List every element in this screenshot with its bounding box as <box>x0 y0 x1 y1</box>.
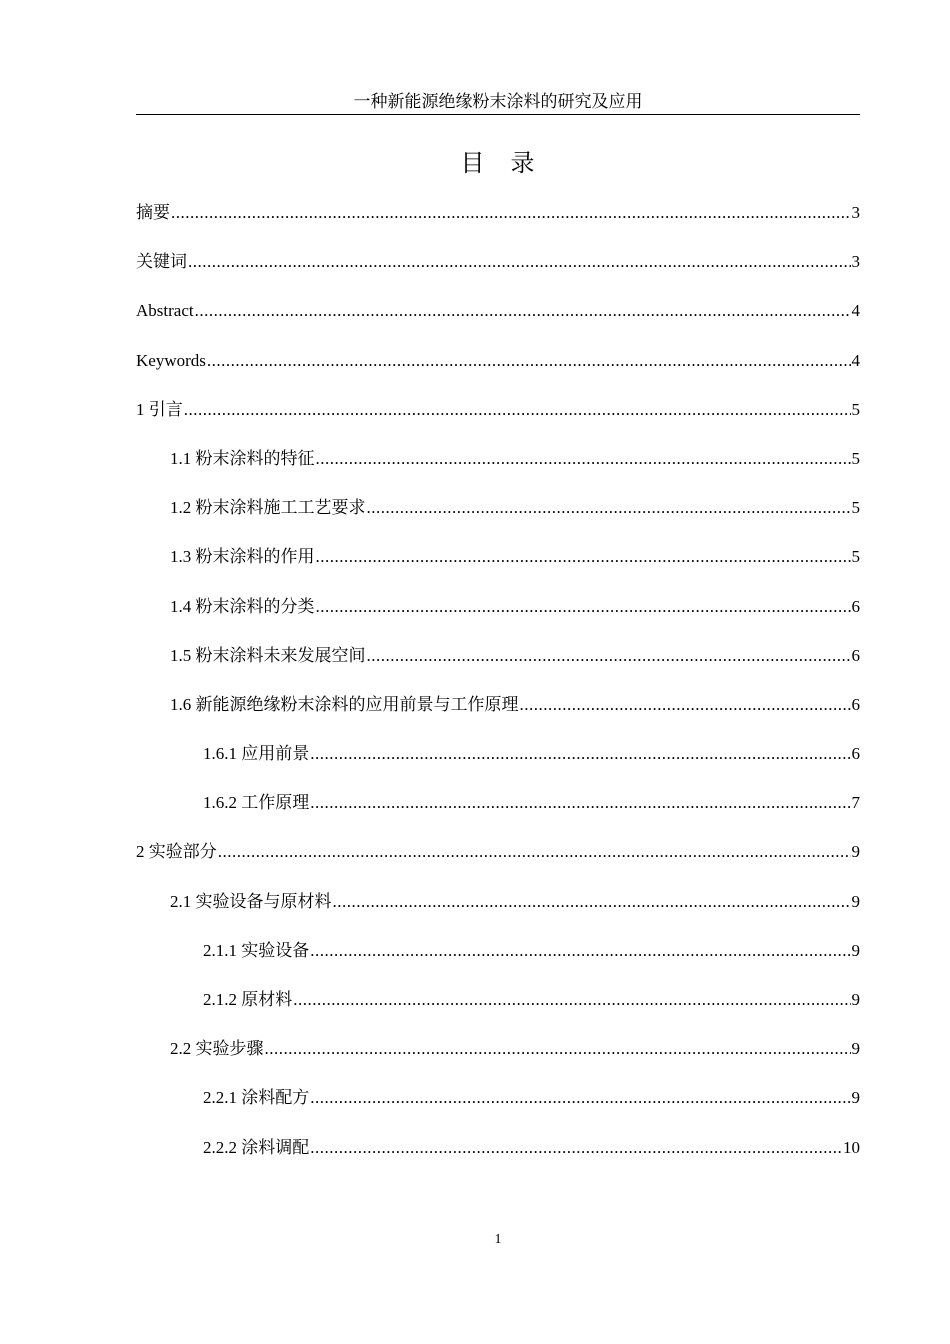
toc-entry[interactable] <box>136 544 860 593</box>
toc-entry-label: 1.5 粉末涂料未来发展空间 <box>170 645 366 665</box>
toc-entry[interactable] <box>136 348 860 397</box>
page-number: 1 <box>494 1232 502 1247</box>
toc-entry[interactable] <box>136 397 860 446</box>
dot-leader <box>316 544 851 570</box>
toc-entry[interactable] <box>136 495 860 544</box>
toc-entry-page: 4 <box>851 350 860 370</box>
toc-entry-label: Abstract <box>136 301 194 321</box>
toc-entry[interactable] <box>136 839 860 888</box>
dot-leader <box>310 938 850 964</box>
toc-entry-page: 10 <box>843 1137 860 1157</box>
toc-entry[interactable] <box>136 446 860 495</box>
running-header: 一种新能源绝缘粉末涂料的研究及应用 <box>353 92 643 111</box>
dot-leader <box>316 446 851 472</box>
toc-entry-page: 9 <box>851 842 860 862</box>
dot-leader <box>310 1085 850 1111</box>
toc-entry-label: Keywords <box>136 350 206 370</box>
dot-leader <box>195 298 851 324</box>
toc-entry-page: 6 <box>851 744 860 764</box>
dot-leader <box>333 889 851 915</box>
toc-entry[interactable] <box>136 1135 860 1184</box>
dot-leader <box>265 1036 851 1062</box>
toc-entry-page: 3 <box>851 252 860 272</box>
toc-entry-label: 2.2 实验步骤 <box>170 1039 264 1059</box>
toc-entry-label: 1.3 粉末涂料的作用 <box>170 547 315 567</box>
dot-leader <box>171 200 851 226</box>
toc-entry-page: 7 <box>851 793 860 813</box>
toc-entry-label: 1.6.1 应用前景 <box>203 744 310 764</box>
toc-entry-page: 9 <box>851 1088 860 1108</box>
toc-entry-label: 2.1 实验设备与原材料 <box>170 891 332 911</box>
toc-entry[interactable] <box>136 594 860 643</box>
dot-leader <box>367 643 851 669</box>
dot-leader <box>218 839 851 865</box>
toc-entry-page: 5 <box>851 498 860 518</box>
dot-leader <box>207 348 851 374</box>
dot-leader <box>310 1135 842 1161</box>
dot-leader <box>316 594 851 620</box>
toc-entry[interactable] <box>136 200 860 249</box>
toc-entry-label: 1.6.2 工作原理 <box>203 793 310 813</box>
dot-leader <box>188 249 851 275</box>
toc-entry[interactable] <box>136 938 860 987</box>
toc-entry-label: 1.4 粉末涂料的分类 <box>170 596 315 616</box>
toc-entry-label: 1.6 新能源绝缘粉末涂料的应用前景与工作原理 <box>170 694 519 714</box>
toc-entry[interactable] <box>136 298 860 347</box>
toc-entry[interactable] <box>136 1085 860 1134</box>
toc-entry-page: 9 <box>851 1039 860 1059</box>
toc-entry-page: 6 <box>851 645 860 665</box>
dot-leader <box>293 987 850 1013</box>
toc-entry-page: 6 <box>851 596 860 616</box>
toc-entry-page: 4 <box>851 301 860 321</box>
toc-entry-page: 5 <box>851 547 860 567</box>
toc-entry-label: 摘要 <box>136 203 170 222</box>
toc-entry[interactable] <box>136 889 860 938</box>
toc-entry-page: 3 <box>851 203 860 222</box>
toc-entry-label: 1.2 粉末涂料施工工艺要求 <box>170 498 366 518</box>
toc-entry-label: 2.2.1 涂料配方 <box>203 1088 310 1108</box>
toc-entry-label: 关键词 <box>136 252 187 272</box>
toc-entry[interactable] <box>136 692 860 741</box>
toc-entry-label: 2.2.2 涂料调配 <box>203 1137 310 1157</box>
toc-entry-page: 6 <box>851 694 860 714</box>
toc-entry-page: 9 <box>851 891 860 911</box>
dot-leader <box>310 790 850 816</box>
toc-entry-label: 2.1.1 实验设备 <box>203 940 310 960</box>
toc-entry-label: 2 实验部分 <box>136 842 217 862</box>
header-rule <box>136 114 860 115</box>
toc-entry[interactable] <box>136 1036 860 1085</box>
toc-entry-page: 5 <box>851 448 860 468</box>
toc-entry-page: 9 <box>851 940 860 960</box>
dot-leader <box>367 495 851 521</box>
toc-entry-page: 5 <box>851 399 860 419</box>
toc-entry-label: 2.1.2 原材料 <box>203 990 293 1009</box>
toc-entry[interactable] <box>136 249 860 298</box>
toc-entry[interactable] <box>136 987 860 1036</box>
toc-entry[interactable] <box>136 741 860 790</box>
toc-entry-label: 1 引言 <box>136 399 183 419</box>
table-of-contents <box>136 200 860 1184</box>
toc-entry[interactable] <box>136 790 860 839</box>
dot-leader <box>184 397 851 423</box>
toc-entry[interactable] <box>136 643 860 692</box>
toc-entry-page: 9 <box>851 990 860 1009</box>
toc-title: 目 录 <box>460 149 536 177</box>
toc-entry-label: 1.1 粉末涂料的特征 <box>170 448 315 468</box>
dot-leader <box>310 741 850 767</box>
dot-leader <box>520 692 851 718</box>
